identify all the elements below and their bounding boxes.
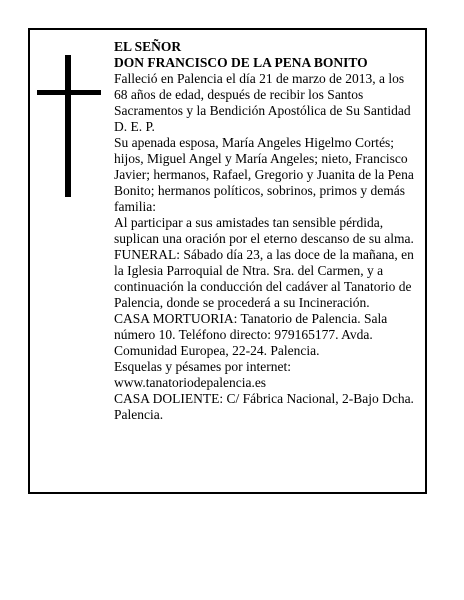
cross-icon (37, 55, 101, 197)
family-paragraph-line: familia: (114, 199, 156, 214)
mortuary-paragraph-line: CASA MORTUORIA: Tanatorio de Palencia. Sala (114, 311, 388, 326)
obituary-text (114, 39, 422, 423)
death-paragraph-line: Sacramentos y la Bendición Apostólica de Su Santidad (114, 103, 411, 118)
deceased-name: DON FRANCISCO DE LA PENA BONITO (114, 55, 368, 70)
internet-paragraph-line: www.tanatoriodepalencia.es (114, 375, 267, 390)
family-paragraph-line: hijos, Miguel Angel y María Angeles; nieto, Francisco (114, 151, 408, 166)
funeral-paragraph-line: Palencia, donde se procederá a su Incineración. (114, 295, 370, 310)
cross-horizontal-bar (37, 90, 101, 95)
request-paragraph-line: suplican una oración por el eterno descanso de su alma. (114, 231, 414, 246)
home-paragraph-line: CASA DOLIENTE: C/ Fábrica Nacional, 2-Bajo Dcha. (114, 391, 414, 406)
death-paragraph-line: Falleció en Palencia el día 21 de marzo de 2013, a los (114, 71, 405, 86)
funeral-paragraph-line: continuación la conducción del cadáver al Tanatorio de (114, 279, 412, 294)
family-paragraph-line: Bonito; hermanos políticos, sobrinos, primos y demás (114, 183, 405, 198)
cross-vertical-bar (65, 55, 71, 197)
family-paragraph-line: Javier; hermanos, Rafael, Gregorio y Juanita de la Pena (114, 167, 414, 182)
mortuary-paragraph-line: número 10. Teléfono directo: 979165177. Avda. (114, 327, 373, 342)
internet-paragraph-line: Esquelas y pésames por internet: (114, 359, 291, 374)
funeral-paragraph-line: FUNERAL: Sábado día 23, a las doce de la mañana, en (114, 247, 414, 262)
request-paragraph-line: Al participar a sus amistades tan sensible pérdida, (114, 215, 384, 230)
header-line-1: EL SEÑOR (114, 39, 182, 54)
family-paragraph-line: Su apenada esposa, María Angeles Higelmo Cortés; (114, 135, 395, 150)
death-paragraph-line: D. E. P. (114, 119, 155, 134)
death-paragraph-line: 68 años de edad, después de recibir los Santos (114, 87, 364, 102)
home-paragraph-line: Palencia. (114, 407, 164, 422)
funeral-paragraph-line: la Iglesia Parroquial de Ntra. Sra. del Carmen, y a (114, 263, 384, 278)
mortuary-paragraph-line: Comunidad Europea, 22-24. Palencia. (114, 343, 320, 358)
